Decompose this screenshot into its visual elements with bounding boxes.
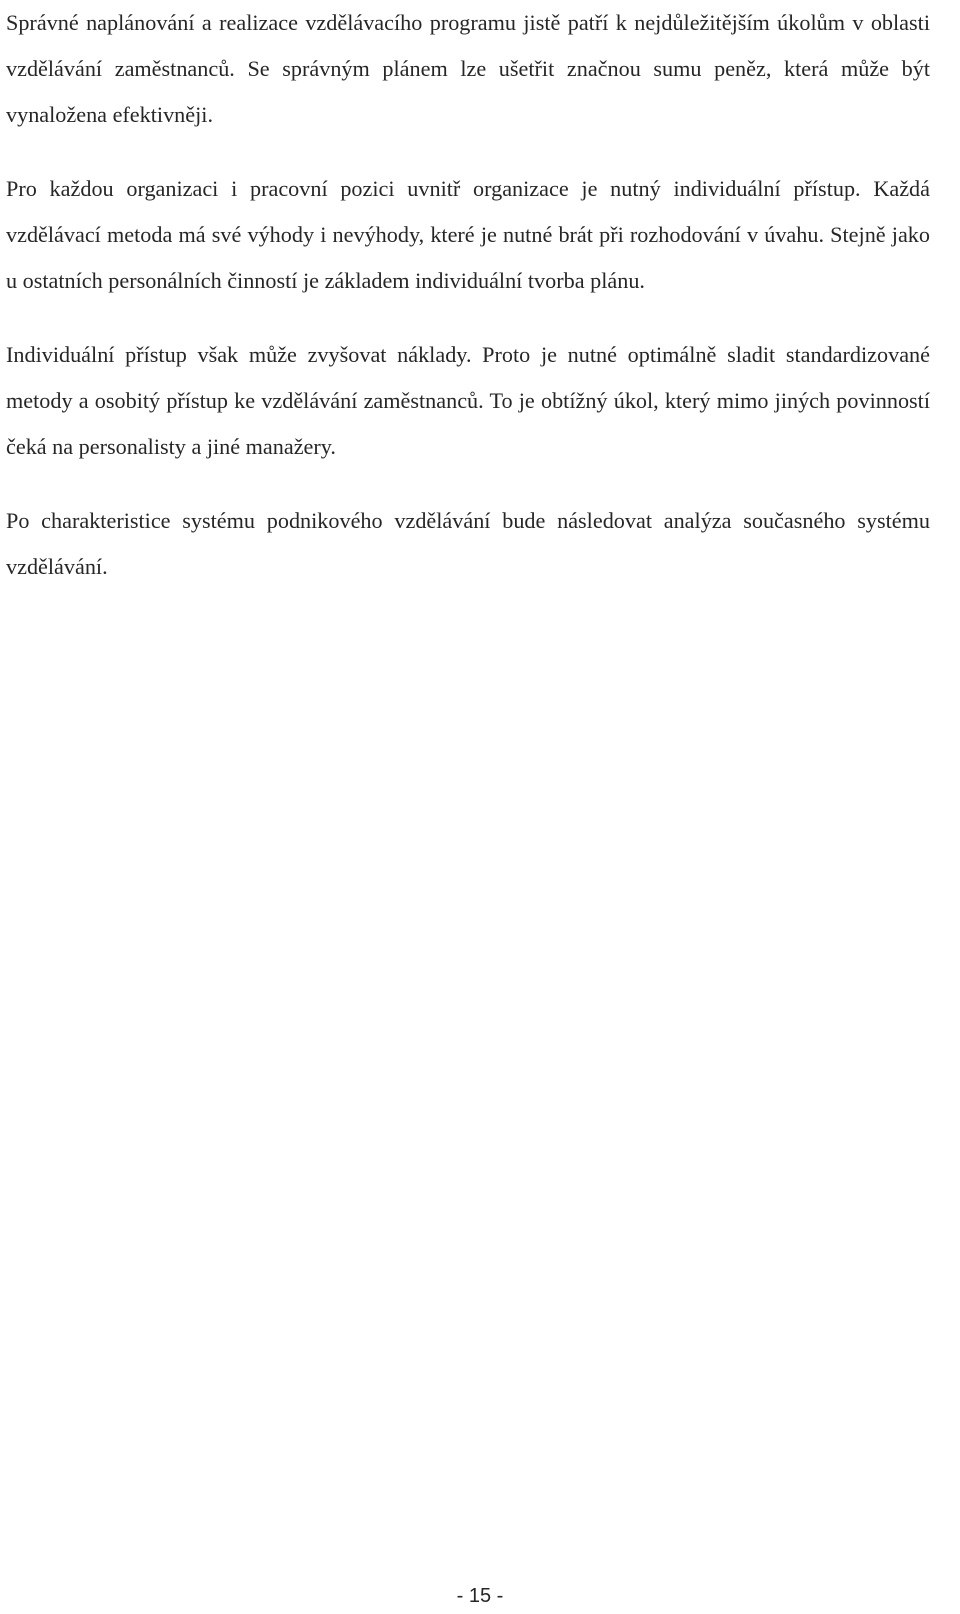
page-number: - 15 -	[456, 1585, 504, 1607]
paragraph-4: Po charakteristice systému podnikového vzdělávání bude následovat analýza současného systému vzdělávání.	[6, 508, 930, 579]
paragraph-3: Individuální přístup však může zvyšovat náklady. Proto je nutné optimálně sladit standardizované metody a osobitý přístup ke vzdělávání zaměstnanců. To je obtížný úkol, který mimo jiných povinností čeká na personalisty a jiné manažery.	[6, 342, 930, 459]
paragraph-1: Správné naplánování a realizace vzdělávacího programu jistě patří k nejdůležitějším úkolům v oblasti vzdělávání zaměstnanců. Se správným plánem lze ušetřit značnou sumu peněz, která může být vynaložena efektivněji.	[6, 10, 930, 127]
paragraph-2: Pro každou organizaci i pracovní pozici uvnitř organizace je nutný individuální přístup. Každá vzdělávací metoda má své výhody i nevýhody, které je nutné brát při rozhodování v úvahu. Stejně jako u ostatních personálních činností je základem individuální tvorba plánu.	[6, 176, 930, 293]
document-body	[6, 0, 930, 590]
